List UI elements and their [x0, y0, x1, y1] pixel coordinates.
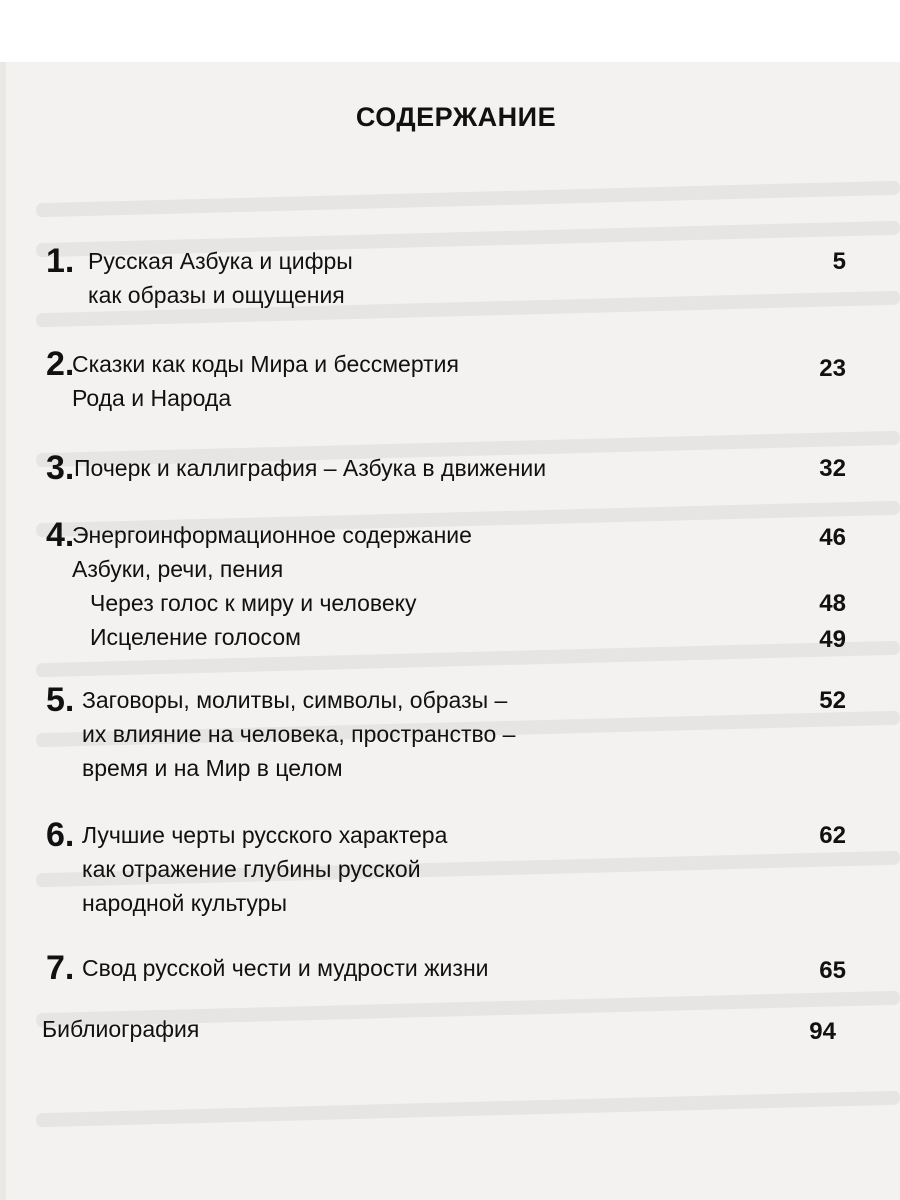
entry-title-line: Азбуки, речи, пения — [72, 556, 284, 582]
page-title: СОДЕРЖАНИЕ — [355, 102, 557, 132]
entry-title-line: как отражение глубины русской — [82, 856, 421, 882]
entry-title-line: Заговоры, молитвы, символы, образы – — [82, 687, 508, 713]
entry-number: 6. — [46, 816, 75, 854]
entry-page-number: 23 — [819, 355, 846, 382]
entry-title-line: Энергоинформационное содержание — [72, 522, 472, 548]
entry-number: 7. — [46, 949, 75, 987]
entry-title-line: Лучшие черты русского характера — [82, 822, 448, 848]
entry-number: 1. — [46, 242, 75, 280]
entry-title-line: Свод русской чести и мудрости жизни — [82, 955, 489, 981]
bibliography-label: Библиография — [42, 1016, 200, 1042]
book-page — [0, 62, 900, 1200]
entry-title-line: Почерк и каллиграфия – Азбука в движении — [74, 455, 547, 481]
subentry-title: Исцеление голосом — [90, 624, 301, 650]
entry-title-line: Рода и Народа — [72, 385, 232, 411]
entry-title-line: народной культуры — [82, 890, 288, 916]
entry-number: 4. — [46, 516, 75, 554]
entry-number: 3. — [46, 449, 75, 487]
entry-page-number: 52 — [819, 687, 846, 714]
subentry-title: Через голос к миру и человеку — [90, 590, 417, 616]
subentry-page-number: 48 — [819, 590, 846, 617]
subentry-page-number: 49 — [819, 626, 846, 653]
entry-page-number: 62 — [819, 822, 846, 849]
entry-title-line: их влияние на человека, пространство – — [82, 721, 516, 747]
entry-title-line: время и на Мир в целом — [82, 755, 343, 781]
entry-number: 2. — [46, 345, 75, 383]
entry-title-line: как образы и ощущения — [88, 282, 345, 308]
bibliography-page-number: 94 — [809, 1018, 836, 1045]
entry-page-number: 32 — [819, 455, 846, 482]
entry-page-number: 65 — [819, 957, 846, 984]
bleed-through-line — [36, 1091, 900, 1128]
entry-title-line: Русская Азбука и цифры — [88, 248, 353, 274]
entry-page-number: 46 — [819, 524, 846, 551]
entry-number: 5. — [46, 681, 75, 719]
bleed-through-line — [36, 181, 900, 218]
entry-page-number: 5 — [832, 248, 846, 275]
entry-title-line: Сказки как коды Мира и бессмертия — [72, 351, 459, 377]
